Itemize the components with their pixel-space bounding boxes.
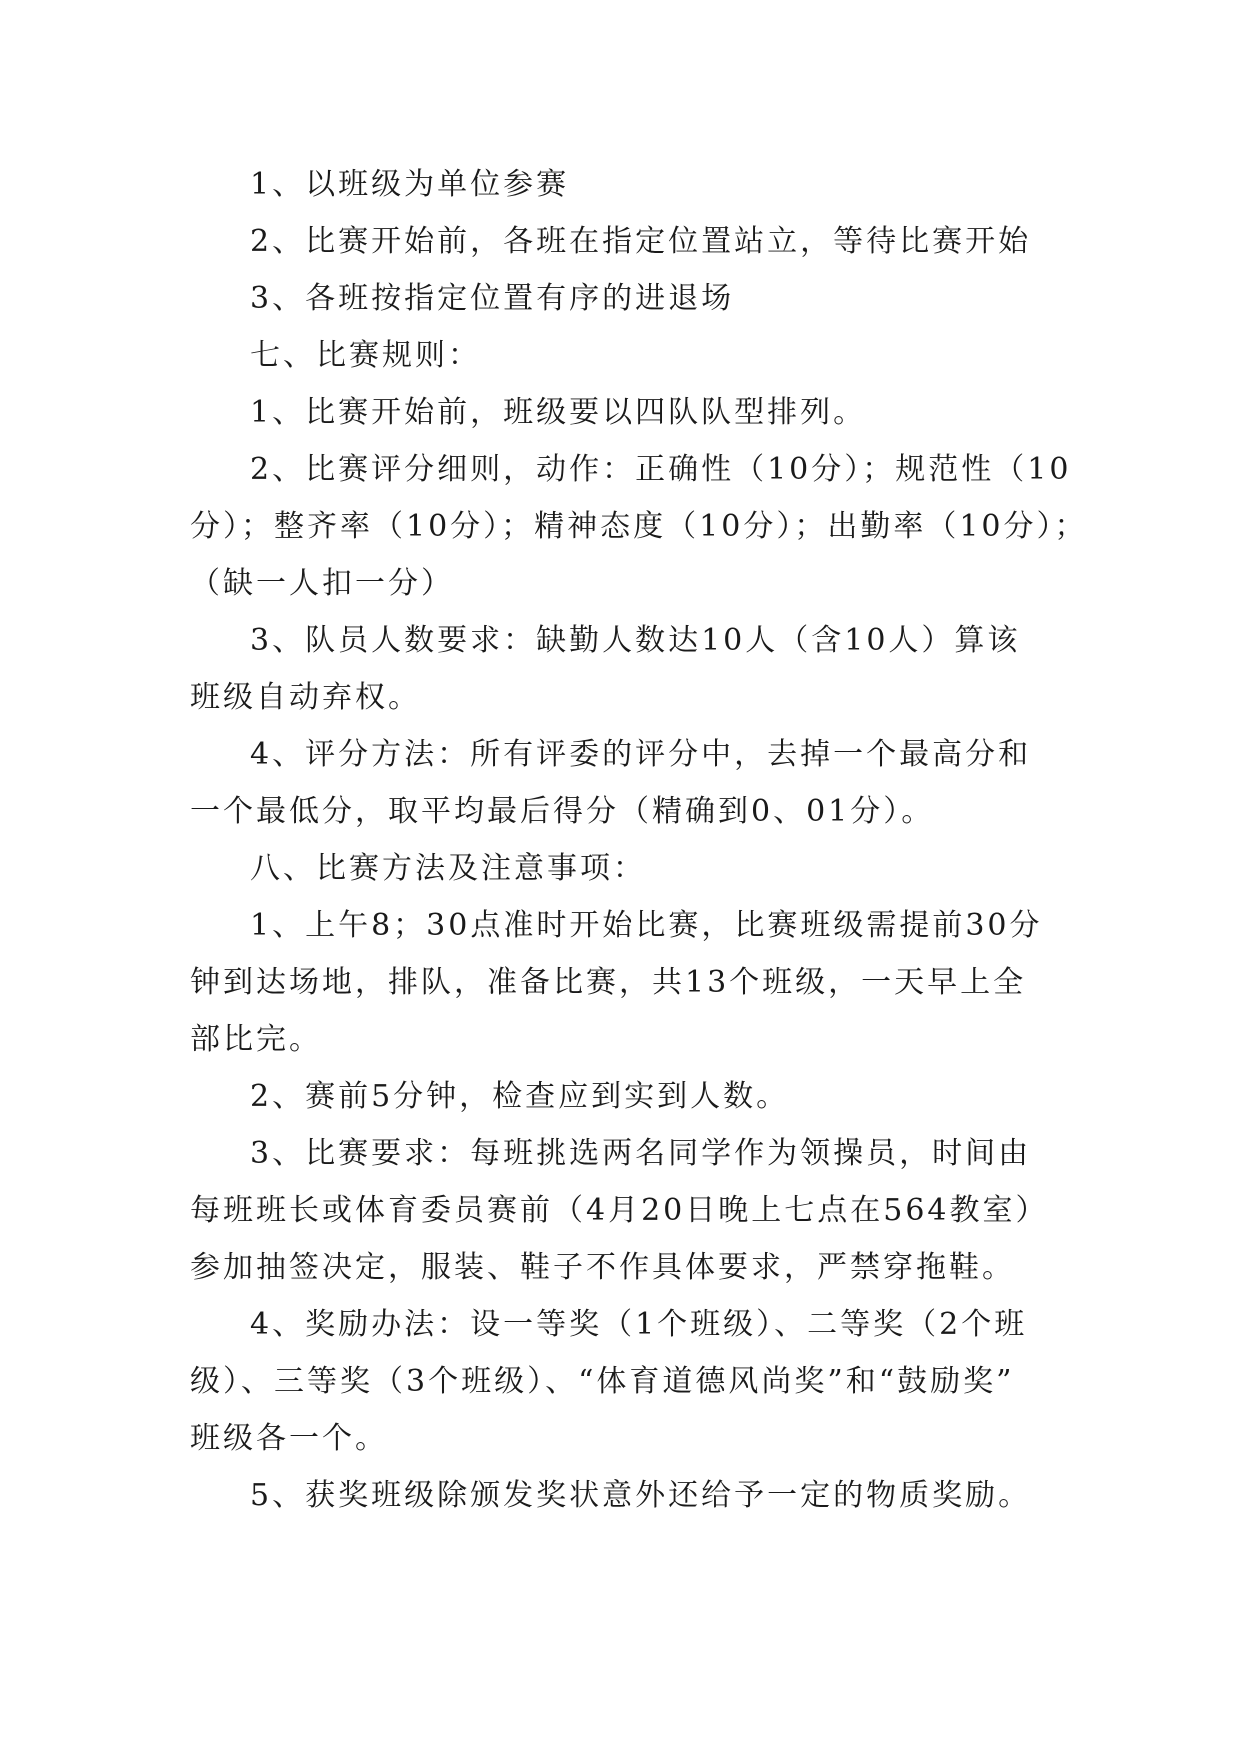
text-line: （缺一人扣一分） [190, 566, 454, 601]
text-line: 2、比赛评分细则，动作：正确性（10分）；规范性（10 [250, 452, 1072, 487]
text-line: 1、上午8；30点准时开始比赛，比赛班级需提前30分 [250, 908, 1043, 943]
text-line: 级）、三等奖（3个班级）、“体育道德风尚奖”和“鼓励奖” [190, 1364, 1015, 1399]
text-line: 3、比赛要求：每班挑选两名同学作为领操员，时间由 [250, 1136, 1032, 1171]
text-line: 参加抽签决定，服装、鞋子不作具体要求，严禁穿拖鞋。 [190, 1250, 1015, 1285]
text-line: 1、以班级为单位参赛 [250, 167, 570, 202]
section-heading: 七、比赛规则： [250, 338, 481, 373]
text-line: 5、获奖班级除颁发奖状意外还给予一定的物质奖励。 [250, 1478, 1032, 1513]
text-line: 3、各班按指定位置有序的进退场 [250, 281, 735, 316]
text-line: 1、比赛开始前，班级要以四队队型排列。 [250, 395, 867, 430]
text-line: 钟到达场地，排队，准备比赛，共13个班级，一天早上全 [190, 965, 1027, 1000]
text-line: 2、比赛开始前，各班在指定位置站立，等待比赛开始 [250, 224, 1032, 259]
text-line: 部比完。 [190, 1022, 322, 1057]
text-line: 4、评分方法：所有评委的评分中，去掉一个最高分和 [250, 737, 1032, 772]
text-line: 班级自动弃权。 [190, 680, 421, 715]
text-line: 每班班长或体育委员赛前（4月20日晚上七点在564教室） [190, 1193, 1049, 1228]
text-line: 班级各一个。 [190, 1421, 388, 1456]
text-line: 4、奖励办法：设一等奖（1个班级）、二等奖（2个班 [250, 1307, 1028, 1342]
text-line: 2、赛前5分钟，检查应到实到人数。 [250, 1079, 790, 1114]
section-heading: 八、比赛方法及注意事项： [250, 851, 646, 886]
text-line: 3、队员人数要求：缺勤人数达10人（含10人）算该 [250, 623, 1021, 658]
text-line: 一个最低分，取平均最后得分（精确到0、01分）。 [190, 794, 935, 829]
text-line: 分）；整齐率（10分）；精神态度（10分）；出勤率（10分）； [190, 509, 1088, 544]
